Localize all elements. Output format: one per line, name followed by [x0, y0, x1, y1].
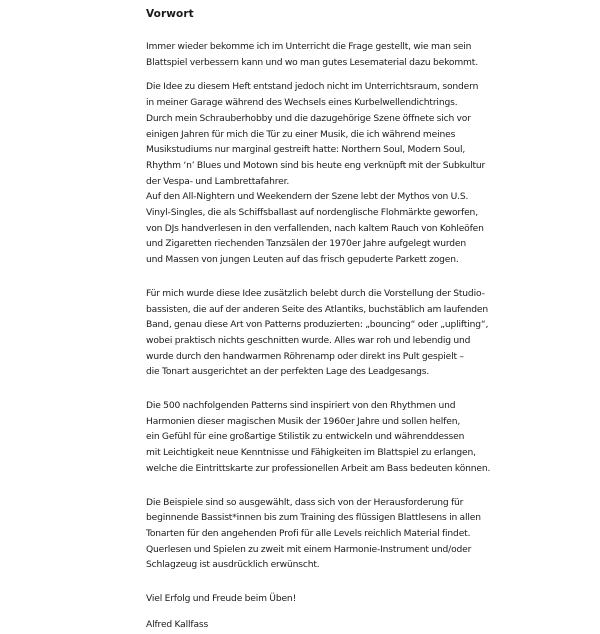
paragraph-idea: [146, 80, 486, 268]
text-line: Musikstudiums nur marginal gestreift hatte: Northern Soul, Modern Soul,: [146, 145, 466, 156]
paragraph-intro: [146, 40, 476, 71]
text-line: Durch mein Schrauberhobby und die dazugehörige Szene öffnete sich vor: [146, 113, 471, 124]
text-line: welche die Eintrittskarte zur professionellen Arbeit am Bass bedeuten können.: [146, 463, 491, 474]
preface-page: [146, 8, 491, 634]
text-line: beginnende Bassist*innen bis zum Training des flüssigen Blattlesens in allen: [146, 513, 481, 524]
text-line: Die Beispiele sind so ausgewählt, dass sich von der Herausforderung für: [146, 497, 464, 508]
closing-text: Viel Erfolg und Freude beim Üben!: [146, 594, 297, 605]
text-line: Die 500 nachfolgenden Patterns sind inspiriert von den Rhythmen und: [146, 401, 456, 412]
text-line: Für mich wurde diese Idee zusätzlich belebt durch die Vorstellung der Studio-: [146, 288, 485, 299]
text-line: der Vespa- und Lambrettafahrer.: [146, 176, 290, 187]
author-name: Alfred Kallfass: [146, 619, 209, 630]
text-line: Querlesen und Spielen zu zweit mit einem Harmonie-Instrument und/oder: [146, 544, 472, 555]
text-line: Auf den All-Nightern und Weekendern der Szene lebt der Mythos von U.S.: [146, 192, 469, 203]
text-line: in meiner Garage während des Wechsels eines Kurbelwellendichtrings.: [146, 98, 458, 109]
signature: [146, 618, 476, 634]
paragraph-studio-bassists: [146, 287, 489, 381]
text-line: ein Gefühl für eine großartige Stilistik zu entwickeln und währenddessen: [146, 432, 465, 443]
text-line: Immer wieder bekomme ich im Unterricht die Frage gestellt, wie man sein: [146, 42, 472, 52]
text-line: wobei praktisch nichts geschnitten wurde. Alles war roh und lebendig und: [146, 335, 471, 346]
text-line: mit Leichtigkeit neue Kenntnisse und Fähigkeiten im Blattspiel zu erlangen,: [146, 448, 476, 459]
text-line: Tonarten für den angehenden Profi für alle Levels reichlich Material findet.: [146, 528, 471, 539]
paragraph-patterns: [146, 399, 491, 478]
text-line: einigen Jahren für mich die Tür zu einer Musik, die ich während meines: [146, 129, 456, 140]
text-line: und Zigaretten riechenden Tanzsälen der 1970er Jahre aufgelegt wurden: [146, 239, 467, 250]
text-line: Band, genau diese Art von Patterns produzierten: „bouncing“ oder „uplifting“,: [146, 320, 489, 331]
page-title: Vorwort: [146, 8, 194, 20]
paragraph-examples: [146, 496, 481, 575]
text-line: Die Idee zu diesem Heft entstand jedoch nicht im Unterrichtsraum, sondern: [146, 82, 479, 93]
text-line: Vinyl-Singles, die als Schiffsballast auf nordenglische Flohmärkte geworfen,: [146, 208, 478, 219]
text-line: wurde durch den handwarmen Röhrenamp oder direkt ins Pult gespielt –: [146, 351, 464, 362]
text-line: bassisten, die auf der anderen Seite des Atlantiks, buchstäblich am laufenden: [146, 304, 488, 315]
text-line: und Massen von jungen Leuten auf das frisch gepuderte Parkett zogen.: [146, 255, 459, 266]
text-line: die Tonart ausgerichtet an der perfekten Lage des Leadgesangs.: [146, 367, 430, 378]
text-line: von DJs handverlesen in den verfallenden, nach kaltem Rauch von Kohleöfen: [146, 223, 484, 234]
text-line: Blattspiel verbessern kann und wo man gutes Lesematerial dazu bekommt.: [146, 57, 478, 68]
text-line: Rhythm ‘n’ Blues und Motown sind bis heute eng verknüpft mit der Subkultur: [146, 160, 486, 171]
text-line: Schlagzeug ist ausdrücklich erwünscht.: [146, 560, 320, 571]
text-line: Harmonien dieser magischen Musik der 1960er Jahre und sollen helfen,: [146, 416, 461, 427]
